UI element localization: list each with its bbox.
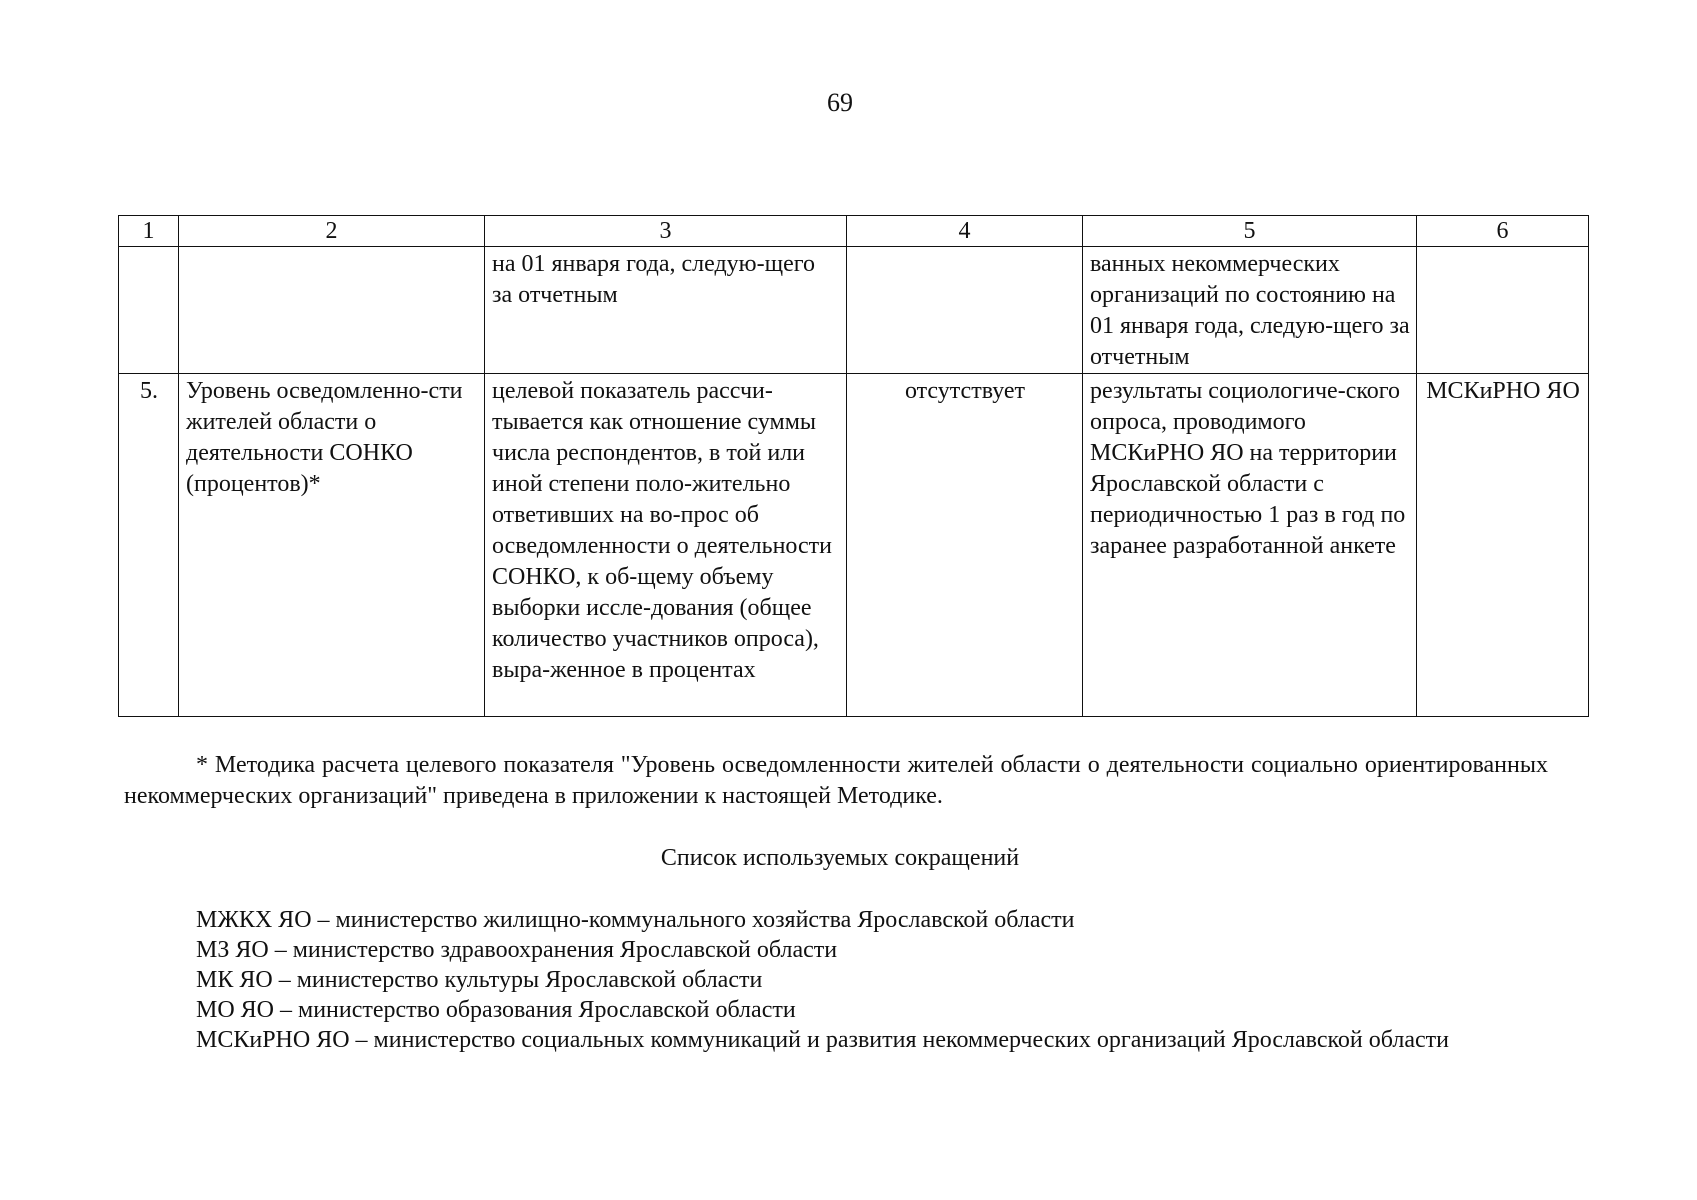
cell-indicator [179,247,485,374]
list-item: МО ЯО – министерство образования Ярославской области [196,997,796,1023]
list-item: МЖКХ ЯО – министерство жилищно-коммунального хозяйства Ярославской области [196,907,1075,933]
abbreviations-title: Список используемых сокращений [660,845,1020,871]
page-number: 69 [827,88,853,117]
cell-responsible: МСКиРНО ЯО [1417,374,1589,717]
header-col-4: 4 [847,216,1083,247]
footnote: * Методика расчета целевого показателя "Уровень осведомленности жителей области о деятельности социально ориентированных некоммерческих организаций" приведена в приложении к настоящей Методике. [124,752,1548,809]
cell-number: 5. [119,374,179,717]
table-row [119,247,1589,374]
header-col-1: 1 [119,216,179,247]
cell-indicator: Уровень осведомленно-сти жителей области о деятельности СОНКО (процентов)* [179,374,485,717]
cell-baseline [847,247,1083,374]
cell-calculation: целевой показатель рассчи-тывается как отношение суммы числа респондентов, в той или иной степени поло-жительно ответивших на во-прос об осведомленности о деятельности СОНКО, к об-щему объему выборки иссле-дования (общее количество участников опроса), выра-женное в процентах [485,374,847,717]
list-item: МК ЯО – министерство культуры Ярославской области [196,967,763,993]
cell-calculation: на 01 января года, следую-щего за отчетным [485,247,847,374]
table-header-row [119,216,1589,247]
list-item: МЗ ЯО – министерство здравоохранения Ярославской области [196,937,838,963]
indicators-table [118,215,1589,717]
cell-source: ванных некоммерческих организаций по состоянию на 01 января года, следую-щего за отчетным [1083,247,1417,374]
cell-baseline: отсутствует [847,374,1083,717]
header-col-5: 5 [1083,216,1417,247]
abbreviations-list [124,905,1548,1055]
cell-source: результаты социологиче-ского опроса, проводимого МСКиРНО ЯО на территории Ярославской области с периодичностью 1 раз в год по заранее разработанной анкете [1083,374,1417,717]
list-item: МСКиРНО ЯО – министерство социальных коммуникаций и развития некоммерческих организаций Ярославской области [196,1027,1449,1053]
header-col-6: 6 [1417,216,1589,247]
header-col-3: 3 [485,216,847,247]
table-row [119,374,1589,717]
cell-responsible [1417,247,1589,374]
cell-number [119,247,179,374]
header-col-2: 2 [179,216,485,247]
